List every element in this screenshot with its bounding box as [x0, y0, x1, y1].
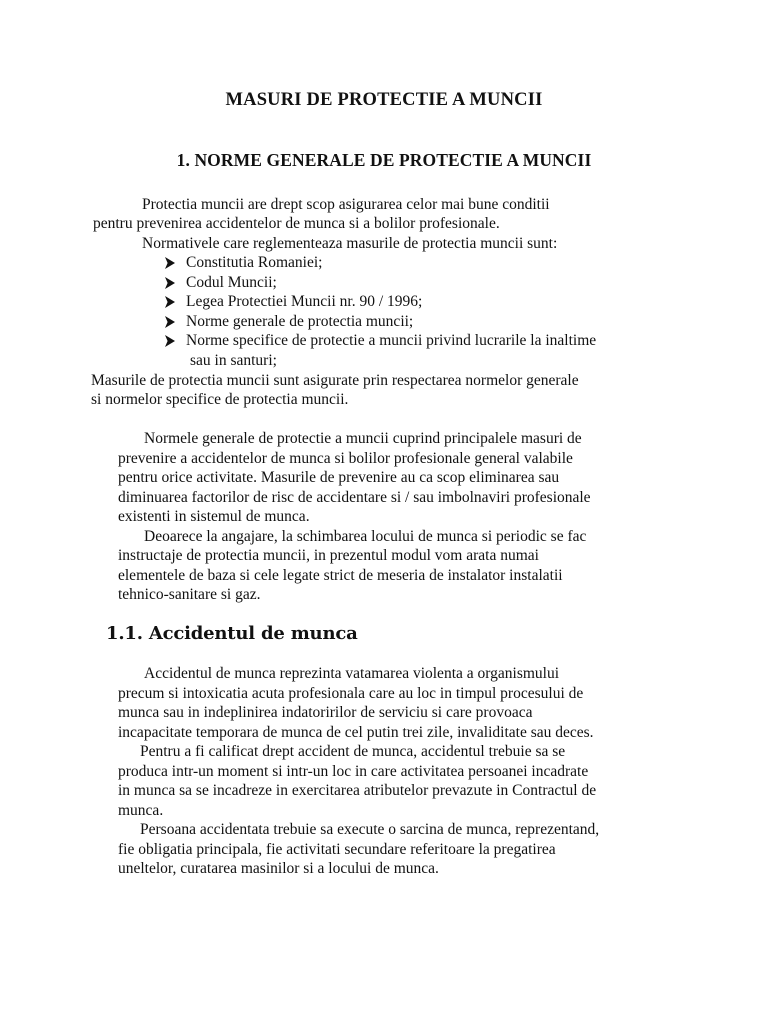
list-item-text: Norme specifice de protectie a muncii privind lucrarile la inaltime: [186, 332, 597, 349]
text-line: Protectia muncii are drept scop asigurarea celor mai bune conditii: [142, 196, 550, 213]
arrowhead-bullet-icon: [164, 276, 176, 290]
text-line: Accidentul de munca reprezinta vatamarea violenta a organismului: [144, 665, 560, 682]
text-line: diminuarea factorilor de risc de accidentare si / sau imbolnaviri profesionale: [118, 489, 591, 506]
arrowhead-bullet-icon: [164, 315, 176, 329]
text-line: uneltelor, curatarea masinilor si a locului de munca.: [118, 860, 439, 877]
text-line: pentru orice activitate. Masurile de prevenire au ca scop eliminarea sau: [118, 469, 560, 486]
text-line: in munca sa se incadreze in exercitarea atributelor prevazute in Contractul de: [118, 782, 597, 799]
list-item-text: Codul Muncii;: [186, 274, 277, 291]
text-line: Deoarece la angajare, la schimbarea locului de munca si periodic se fac: [144, 528, 587, 545]
text-line: Masurile de protectia muncii sunt asigurate prin respectarea normelor generale: [91, 372, 579, 389]
subsection-heading: 1.1. Accidentul de munca: [106, 623, 358, 644]
arrowhead-bullet-icon: [164, 295, 176, 309]
text-line: fie obligatia principala, fie activitati secundare referitoare la pregatirea: [118, 841, 556, 858]
list-item-text: Legea Protectiei Muncii nr. 90 / 1996;: [186, 293, 423, 310]
list-item-text: Constitutia Romaniei;: [186, 254, 323, 271]
text-line: Persoana accidentata trebuie sa execute o sarcina de munca, reprezentand,: [140, 821, 600, 838]
section-title: 1. NORME GENERALE DE PROTECTIE A MUNCII: [176, 150, 592, 170]
text-line: tehnico-sanitare si gaz.: [118, 586, 261, 603]
text-line: instructaje de protectia muncii, in prezentul modul vom arata numai: [118, 547, 539, 564]
arrowhead-bullet-icon: [164, 256, 176, 270]
list-item-continuation: sau in santuri;: [190, 352, 277, 369]
text-line: pentru prevenirea accidentelor de munca si a bolilor profesionale.: [93, 215, 500, 232]
list-item-text: Norme generale de protectia muncii;: [186, 313, 414, 330]
document-title: MASURI DE PROTECTIE A MUNCII: [225, 90, 543, 110]
text-line: elementele de baza si cele legate strict de meseria de instalator instalatii: [118, 567, 563, 584]
arrowhead-bullet-icon: [164, 334, 176, 348]
text-line: Pentru a fi calificat drept accident de munca, accidentul trebuie sa se: [140, 743, 566, 760]
text-line: Normativele care reglementeaza masurile de protectia muncii sunt:: [142, 235, 558, 252]
text-line: Normele generale de protectie a muncii cuprind principalele masuri de: [144, 430, 582, 447]
text-line: munca sau in indeplinirea indatoririlor de serviciu si care provoaca: [118, 704, 533, 721]
text-line: existenti in sistemul de munca.: [118, 508, 310, 525]
text-line: produca intr-un moment si intr-un loc in care activitatea persoanei incadrate: [118, 763, 589, 780]
text-line: precum si intoxicatia acuta profesionala care au loc in timpul procesului de: [118, 685, 584, 702]
text-line: prevenire a accidentelor de munca si bolilor profesionale general valabile: [118, 450, 573, 467]
text-line: munca.: [118, 802, 164, 819]
text-line: incapacitate temporara de munca de cel putin trei zile, invaliditate sau deces.: [118, 724, 594, 741]
text-line: si normelor specifice de protectia muncii.: [91, 391, 349, 408]
